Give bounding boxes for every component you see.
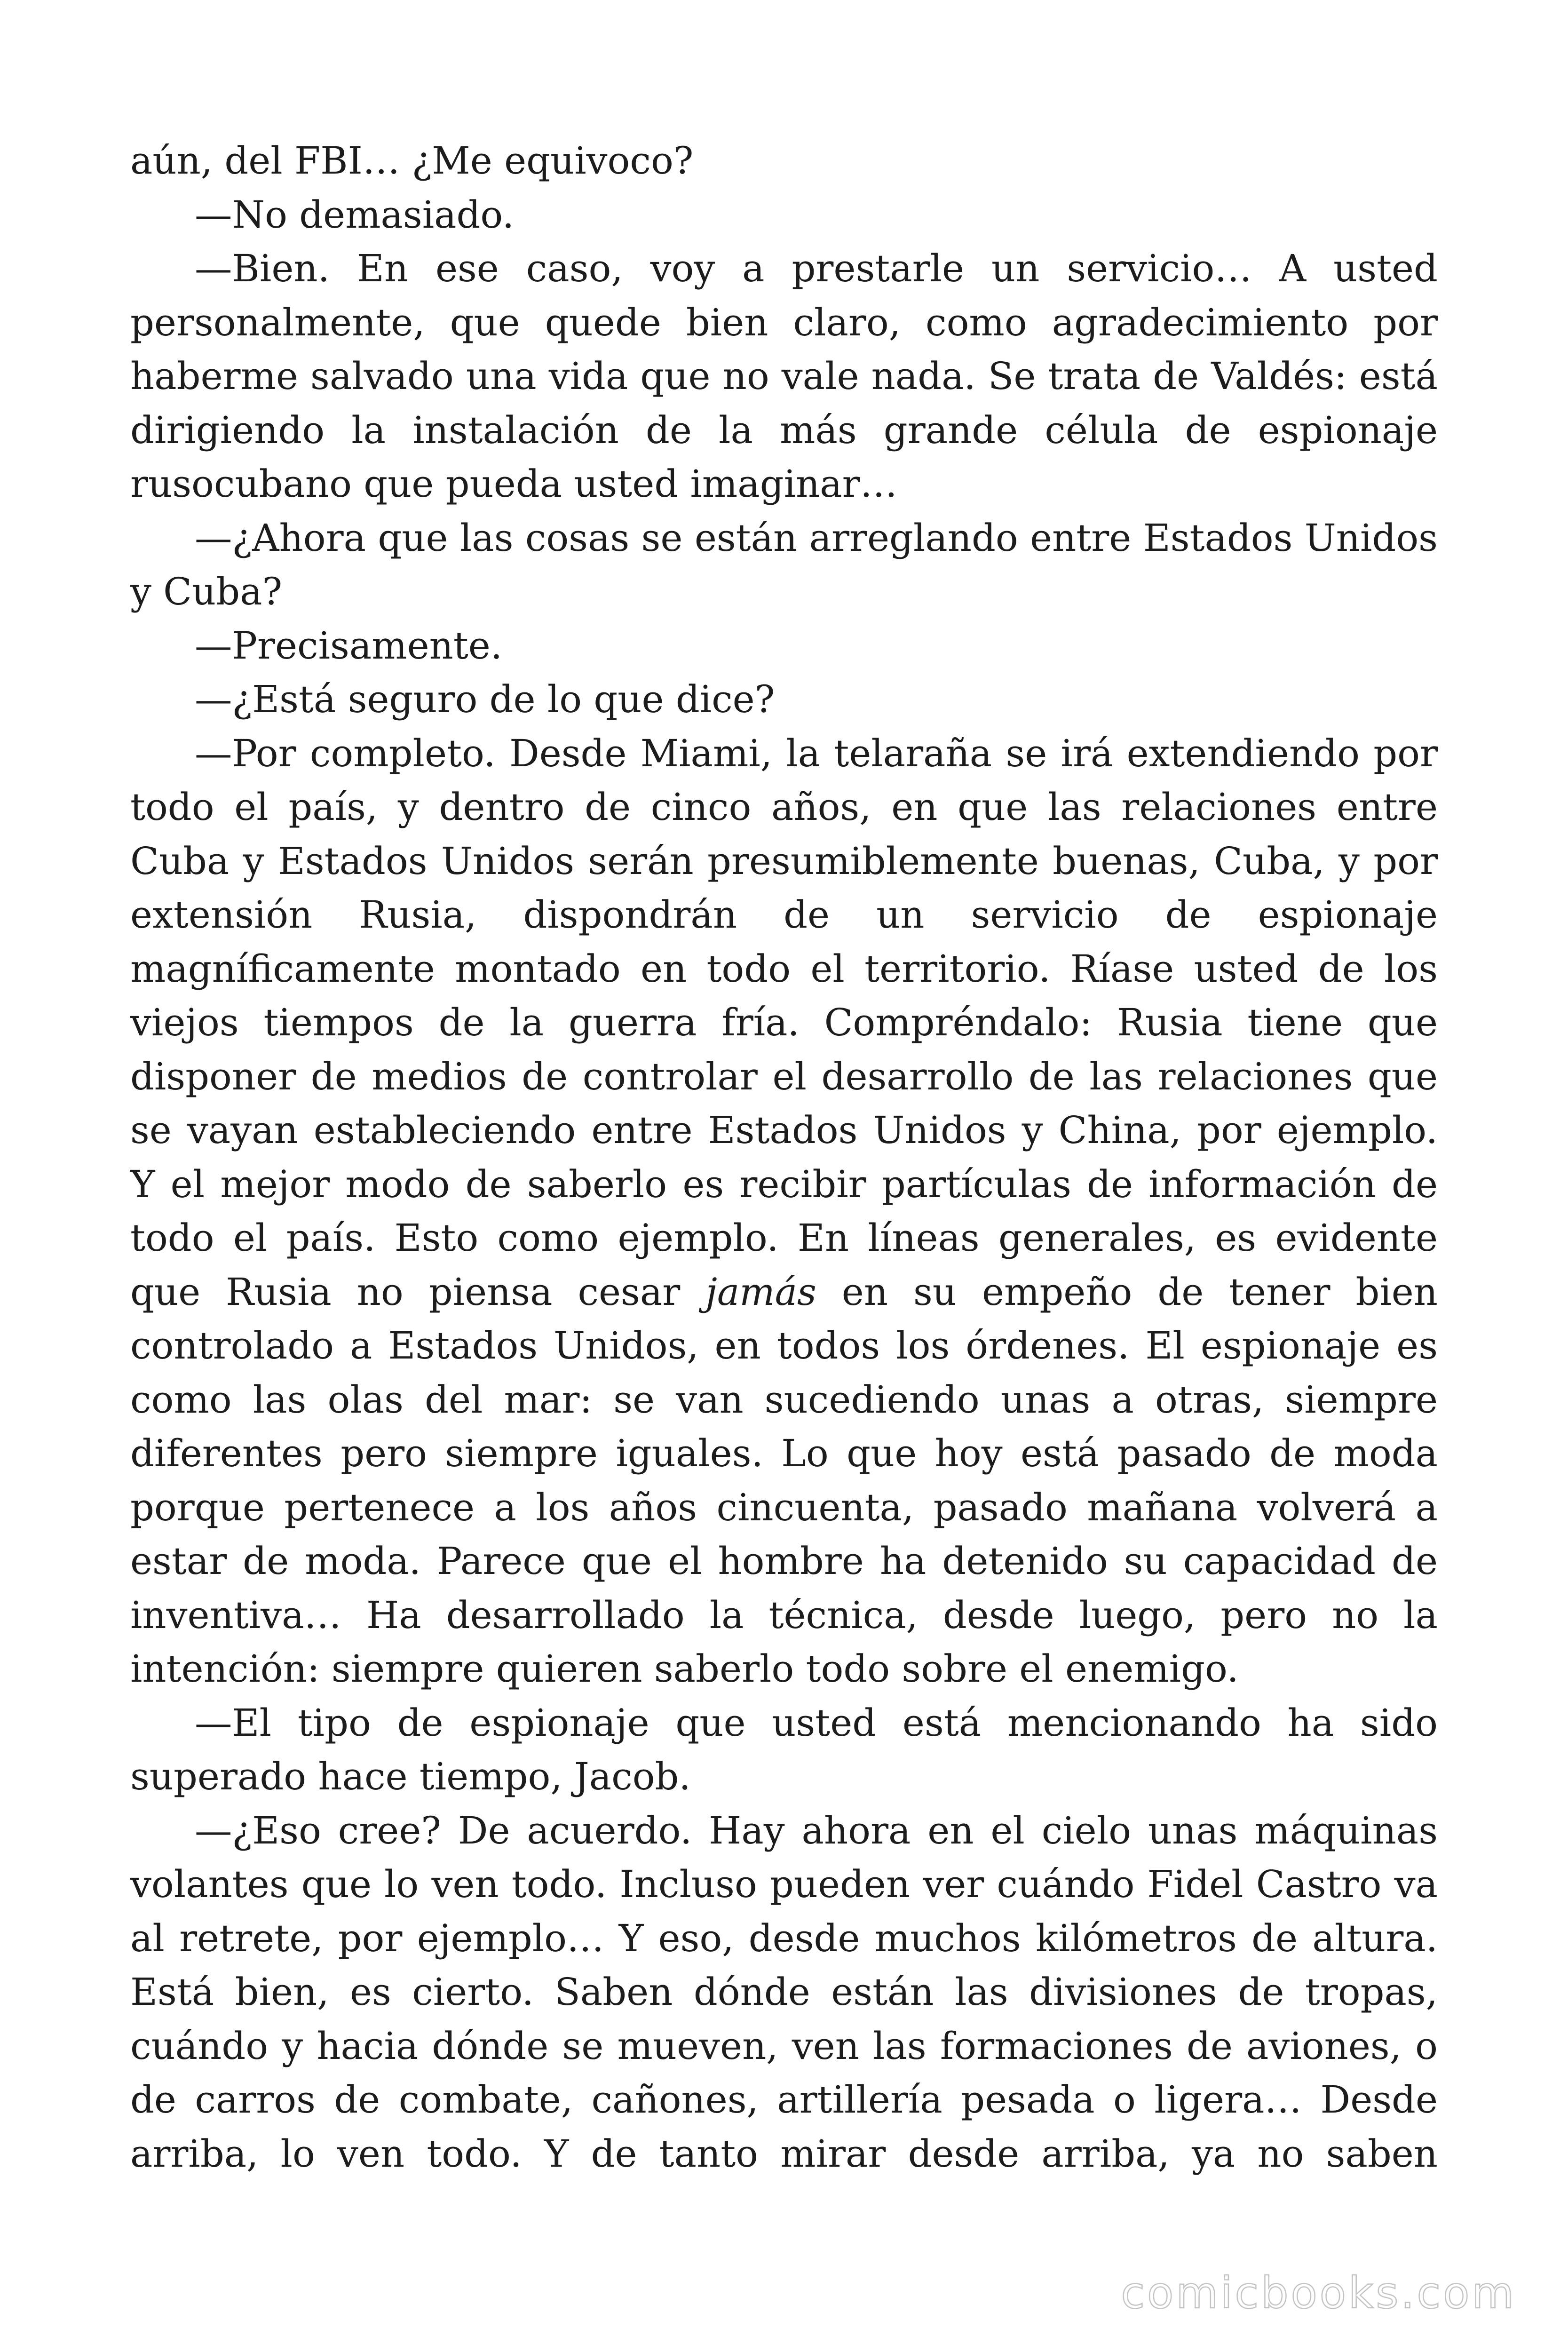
dialogue-line: —No demasiado. [195, 192, 515, 237]
dialogue-line: —Precisamente. [195, 623, 503, 667]
dialogue-line [130, 727, 1438, 1696]
watermark: comicbooks.com [1121, 2268, 1516, 2318]
emphasized-word: jamás [705, 1270, 816, 1314]
text-segment: en su empeño de tener bien controlado a Estados Unidos, en todos los órdenes. El espionaje es como las olas del mar: se van sucediendo unas a otras, siempre diferentes pero siempre iguales. Lo que hoy está pasado de moda porque pertenece a los años cincuenta, pasado mañana volverá a estar de moda. Parece que el hombre ha detenido su capacidad de inventiva… Ha desarrollado la técnica, desde luego, pero no la intención: siempre quieren saberlo todo sobre el enemigo. [130, 1270, 1438, 1691]
page-text [130, 134, 1438, 2181]
dialogue-line: —¿Está seguro de lo que dice? [195, 677, 775, 721]
dialogue-line: —El tipo de espionaje que usted está mencionando ha sido superado hace tiempo, Jacob. [130, 1700, 1438, 1798]
dialogue-line: —¿Ahora que las cosas se están arreglando entre Estados Unidos y Cuba? [130, 516, 1438, 613]
text-segment: —Por completo. Desde Miami, la telaraña se irá extendiendo por todo el país, y dentro de cinco años, en que las relaciones entre Cuba y Estados Unidos serán presumiblemente buenas, Cuba, y por extensión Rusia, dispondrán de un servicio de espionaje magníficamente montado en todo el territorio. Ríase usted de los viejos tiempos de la guerra fría. Compréndalo: Rusia tiene que disponer de medios de controlar el desarrollo de las relaciones que se vayan estableciendo entre Estados Unidos y China, por ejemplo. Y el mejor modo de saberlo es recibir partículas de información de todo el país. Esto como ejemplo. En líneas generales, es evidente que Rusia no piensa cesar [130, 731, 1438, 1314]
dialogue-line: —Bien. En ese caso, voy a prestarle un servicio… A usted personalmente, que quede bien claro, como agradecimiento por haberme salvado una vida que no vale nada. Se trata de Valdés: está dirigiendo la instalación de la más grande célula de espionaje rusocubano que pueda usted imaginar… [130, 246, 1438, 506]
dialogue-line: —¿Eso cree? De acuerdo. Hay ahora en el cielo unas máquinas volantes que lo ven todo. Incluso pueden ver cuándo Fidel Castro va al retrete, por ejemplo… Y eso, desde muchos kilómetros de altura. Está bien, es cierto. Saben dónde están las divisiones de tropas, cuándo y hacia dónde se mueven, ven las formaciones de aviones, o de carros de combate, cañones, artillería pesada o ligera… Desde arriba, lo ven todo. Y de tanto mirar desde arriba, ya no saben [130, 1808, 1438, 2176]
paragraph-continuation: aún, del FBI… ¿Me equivoco? [130, 139, 694, 183]
